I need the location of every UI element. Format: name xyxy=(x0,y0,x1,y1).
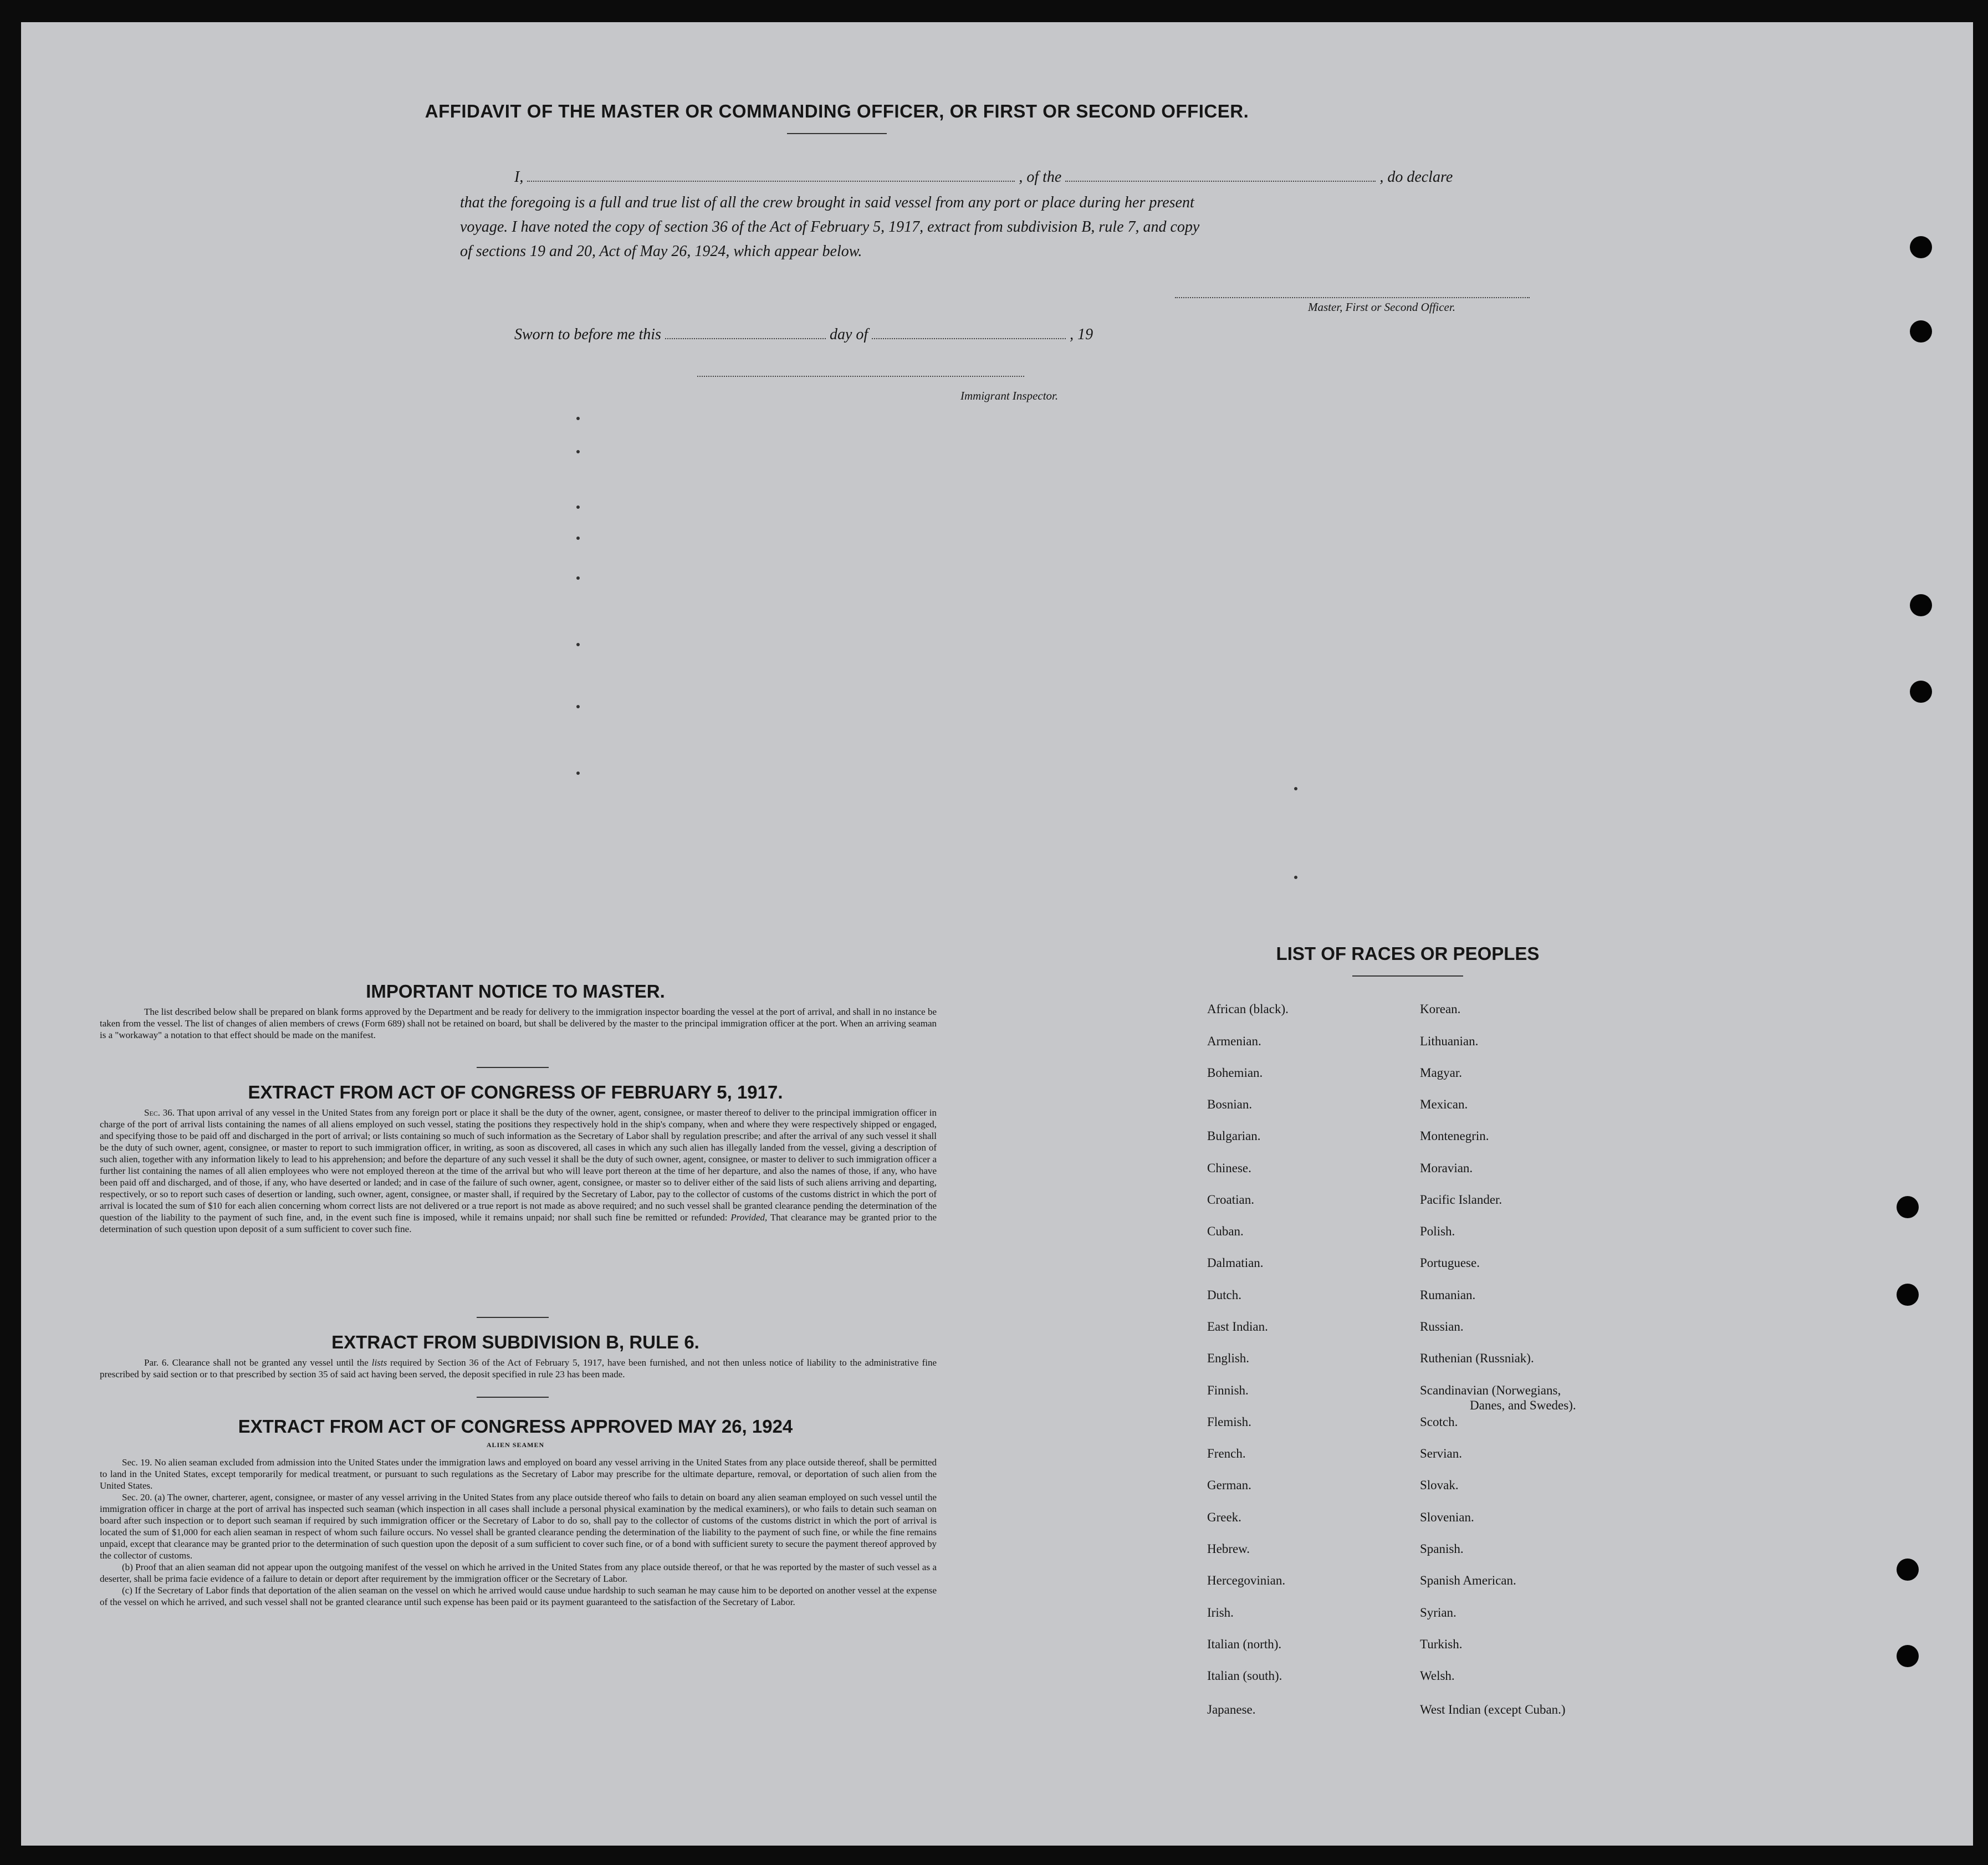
title-divider xyxy=(787,133,887,134)
sec19-text: Sec. 19. No alien seaman excluded from admission into the United States under the immigration laws and employed on board any vessel arriving in the United States from any place outside thereof, shall be permitted to land in the United States, except temporarily for medical treatment, or pursuant to such regulations as the Secretary of Labor may prescribe for the ultimate departure, removal, or deportation of such alien from the United States. xyxy=(100,1457,937,1491)
year-label: , 19 xyxy=(1070,326,1093,343)
race-item: Finnish. xyxy=(1207,1383,1249,1397)
inspector-caption: Immigrant Inspector. xyxy=(960,389,1059,402)
of-the-label: , of the xyxy=(1019,168,1062,186)
sec36-label: Sec. 36. xyxy=(144,1107,175,1118)
race-item: Chinese. xyxy=(1207,1161,1251,1175)
punch-hole xyxy=(1897,1284,1919,1306)
day-of-label: day of xyxy=(829,326,868,343)
race-item: Russian. xyxy=(1420,1320,1464,1333)
inspector-signature-field[interactable] xyxy=(697,361,1024,377)
race-item: Croatian. xyxy=(1207,1193,1254,1207)
rule6-text-post: required by Section 36 of the Act of February 5, 1917, have been furnished, and not then unless notice of liability to the administrative fine prescribed by said section or to that prescribed by section 35 of said act having been served, the deposit specified in rule 23 has been made. xyxy=(100,1357,937,1379)
race-item: Dutch. xyxy=(1207,1288,1241,1302)
sec20b-text: (b) Proof that an alien seaman did not appear upon the outgoing manifest of the vessel on which he arrived in the United States from any place outside thereof, or that he was reported by the master of such vessel as a deserter, shall be prima facie evidence of a failure to detain or deport after requirement by the immigration officer or the Secretary of Labor. xyxy=(100,1562,937,1584)
punch-hole xyxy=(1910,594,1932,616)
sec36-text-end: That clearance may be granted prior to the determination of such question upon deposit of a sum sufficient to cover such fine. xyxy=(100,1212,937,1234)
dot-mark xyxy=(576,643,580,646)
race-item: English. xyxy=(1207,1351,1250,1365)
dot-mark xyxy=(576,771,580,775)
races-title: LIST OF RACES OR PEOPLES xyxy=(1276,943,1540,964)
dot-mark xyxy=(576,705,580,708)
dot-mark xyxy=(576,505,580,509)
affidavit-body-2: voyage. I have noted the copy of section 36 of the Act of February 5, 1917, extract from subdivision B, rule 7, and copy xyxy=(460,218,1200,236)
race-item: Ruthenian (Russniak). xyxy=(1420,1351,1534,1365)
race-item: Italian (north). xyxy=(1207,1637,1282,1651)
extract-1917-text xyxy=(100,1107,937,1235)
punch-hole xyxy=(1897,1559,1919,1581)
dot-mark xyxy=(1294,787,1297,790)
section-divider xyxy=(477,1317,549,1318)
race-item: Rumanian. xyxy=(1420,1288,1476,1302)
rule6-title: EXTRACT FROM SUBDIVISION B, RULE 6. xyxy=(331,1332,699,1352)
race-item: Korean. xyxy=(1420,1002,1461,1016)
race-item: Scotch. xyxy=(1420,1415,1458,1429)
alien-seamen-subtitle: ALIEN SEAMEN xyxy=(486,1441,545,1449)
affidavit-body-1: that the foregoing is a full and true list of all the crew brought in said vessel from any port or place during her present xyxy=(460,194,1194,211)
race-item: Slovak. xyxy=(1420,1478,1459,1492)
dot-mark xyxy=(576,417,580,420)
race-item: Hebrew. xyxy=(1207,1542,1250,1556)
race-item: Scandinavian (Norwegians, xyxy=(1420,1383,1561,1397)
race-item: West Indian (except Cuban.) xyxy=(1420,1703,1566,1716)
race-item: Turkish. xyxy=(1420,1637,1463,1651)
race-item: East Indian. xyxy=(1207,1320,1268,1333)
punch-hole xyxy=(1910,320,1932,343)
race-item: Polish. xyxy=(1420,1224,1455,1238)
race-item: Syrian. xyxy=(1420,1606,1456,1619)
extract-1924-title: EXTRACT FROM ACT OF CONGRESS APPROVED MAY 26, 1924 xyxy=(238,1416,793,1437)
race-item: Flemish. xyxy=(1207,1415,1251,1429)
extract-1924-text xyxy=(100,1457,937,1608)
race-item: Lithuanian. xyxy=(1420,1034,1479,1048)
punch-hole xyxy=(1910,236,1932,258)
master-signature-field[interactable] xyxy=(1175,283,1530,298)
race-item: Dalmatian. xyxy=(1207,1256,1264,1270)
race-item: Moravian. xyxy=(1420,1161,1473,1175)
punch-hole xyxy=(1897,1645,1919,1667)
sec20c-text: (c) If the Secretary of Labor finds that deportation of the alien seaman on the vessel on which he arrived would cause undue hardship to such seaman he may cause him to be deported on another vessel at the expense of the vessel on which he arrived, and such vessel shall not be granted clearance until such expense has been paid or its payment guaranteed to the satisfaction of the Secretary of Labor. xyxy=(100,1585,937,1607)
race-item: Italian (south). xyxy=(1207,1669,1282,1683)
notice-text: The list described below shall be prepared on blank forms approved by the Department and be ready for delivery to the immigration inspector boarding the vessel at the port of arrival, and shall in no instance be taken from the vessel. The list of changes of alien members of crews (Form 689) shall not be retained on board, but shall be delivered by the master to the principal immigration officer at the port. When an arriving seaman is a "workaway" a notation to that effect should be made on the manifest. xyxy=(100,1006,937,1040)
race-item: Bosnian. xyxy=(1207,1097,1253,1111)
rule6-lists: lists xyxy=(371,1357,387,1368)
extract-1917-title: EXTRACT FROM ACT OF CONGRESS OF FEBRUARY 5, 1917. xyxy=(248,1082,783,1102)
race-item: Greek. xyxy=(1207,1510,1241,1524)
race-item: Cuban. xyxy=(1207,1224,1244,1238)
dot-mark xyxy=(1294,876,1297,879)
race-item: German. xyxy=(1207,1478,1251,1492)
race-item: African (black). xyxy=(1207,1002,1289,1016)
dot-mark xyxy=(576,536,580,540)
race-item: Spanish. xyxy=(1420,1542,1464,1556)
race-item: Magyar. xyxy=(1420,1066,1463,1080)
race-item: Hercegovinian. xyxy=(1207,1573,1286,1587)
race-item: Mexican. xyxy=(1420,1097,1468,1111)
rule6-text xyxy=(100,1357,937,1380)
master-name-field[interactable] xyxy=(527,166,1015,182)
race-item: Servian. xyxy=(1420,1447,1463,1460)
race-item: Japanese. xyxy=(1207,1703,1256,1716)
race-item: Irish. xyxy=(1207,1606,1234,1619)
race-item: Montenegrin. xyxy=(1420,1129,1489,1143)
race-item: Bulgarian. xyxy=(1207,1129,1261,1143)
dot-mark xyxy=(576,576,580,580)
sworn-day-field[interactable] xyxy=(665,324,826,339)
race-item: French. xyxy=(1207,1447,1246,1460)
race-item: Armenian. xyxy=(1207,1034,1261,1048)
affidavit-declaration-line xyxy=(514,166,1551,186)
punch-hole xyxy=(1910,681,1932,703)
section-divider xyxy=(477,1067,549,1068)
race-item: Pacific Islander. xyxy=(1420,1193,1503,1207)
affidavit-body-3: of sections 19 and 20, Act of May 26, 1924, which appear below. xyxy=(460,243,862,260)
affidavit-i-label: I, xyxy=(514,168,524,186)
vessel-name-field[interactable] xyxy=(1065,166,1376,182)
punch-hole xyxy=(1897,1196,1919,1218)
dot-mark xyxy=(576,450,580,453)
notice-title: IMPORTANT NOTICE TO MASTER. xyxy=(366,981,665,1002)
sec36-text: That upon arrival of any vessel in the United States from any foreign port or place it shall be the duty of the owner, agent, consignee, or master thereof to deliver to the principal immigration officer in charge of the port of arrival lists containing the names of all aliens employed on such vessel, stating the positions they respectively hold in the ship's company, when and where they were respectively shipped or engaged, and specifying those to be paid off and discharged in the port of arrival; or lists containing so much of such information as the Secretary of Labor shall by regulation prescribe; and after the arrival of any such vessel it shall be the duty of such owner, agent, consignee, or master to report to such immigration officer, in writing, as soon as discovered, all cases in which any such alien has illegally landed from the vessel, giving a description of such alien, together with any information likely to lead to his apprehension; and before the departure of any such vessel it shall be the duty of such owner, agent, consignee, or master to deliver to such immigration officer a further list containing the names of all alien employees who were not employed thereon at the time of the arrival but who will leave port thereon at the time of her departure, and also the names of those, if any, who have been paid off and discharged, and of those, if any, who have deserted or landed; and in case of the failure of such owner, agent, consignee, or master so to deliver either of the said lists of such aliens arriving and departing, respectively, or so to report such cases of desertion or landing, such owner, agent, consignee, or master shall, if required by the Secretary of Labor, pay to the collector of customs of the customs district in which the port of arrival is located the sum of $10 for each alien concerning whom correct lists are not delivered or a true report is not made as above required; and no such vessel shall be granted clearance pending the determination of the question of the liability to the payment of such fine, and, in the event such fine is imposed, while it remains unpaid; nor shall such fine be remitted or refunded: xyxy=(100,1107,937,1223)
section-divider xyxy=(477,1397,549,1398)
race-item: Spanish American. xyxy=(1420,1573,1516,1587)
provided-label: Provided, xyxy=(730,1212,768,1223)
race-item: Bohemian. xyxy=(1207,1066,1263,1080)
sworn-month-field[interactable] xyxy=(872,324,1066,339)
race-item: Welsh. xyxy=(1420,1669,1455,1683)
sworn-line xyxy=(514,324,1093,344)
rule6-text-pre: Par. 6. Clearance shall not be granted any vessel until the xyxy=(144,1357,369,1368)
race-item: Slovenian. xyxy=(1420,1510,1474,1524)
affidavit-title: AFFIDAVIT OF THE MASTER OR COMMANDING OFFICER, OR FIRST OR SECOND OFFICER. xyxy=(425,101,1249,121)
sec20a-text: Sec. 20. (a) The owner, charterer, agent, consignee, or master of any vessel arriving in the United States from any place outside thereof who fails to detain on board any alien seaman employed on such vessel until the immigration officer in charge at the port of arrival has inspected such seaman (which inspection in all cases shall include a personal physical examination by the medical examiners), or who fails to detain such seaman on board after such inspection or to deport such seaman if required by such immigration officer or the Secretary of Labor to do so, shall pay to the collector of customs of the customs district in which the port of arrival is located the sum of $1,000 for each alien seaman in respect of whom such failure occurs. No vessel shall be granted clearance pending the determination of the liability to the payment of such fine, or while the fine remains unpaid, except that clearance may be granted prior to the determination of such question upon the deposit of a sum sufficient to cover such fine, or of a bond with sufficient surety to secure the payment thereof approved by the collector of customs. xyxy=(100,1492,937,1561)
race-item: Portuguese. xyxy=(1420,1256,1480,1270)
sworn-label: Sworn to before me this xyxy=(514,326,661,343)
master-caption: Master, First or Second Officer. xyxy=(1308,300,1455,314)
race-item-continuation: Danes, and Swedes). xyxy=(1470,1398,1576,1412)
do-declare-label: , do declare xyxy=(1379,168,1453,186)
races-title-underline xyxy=(1352,975,1463,977)
